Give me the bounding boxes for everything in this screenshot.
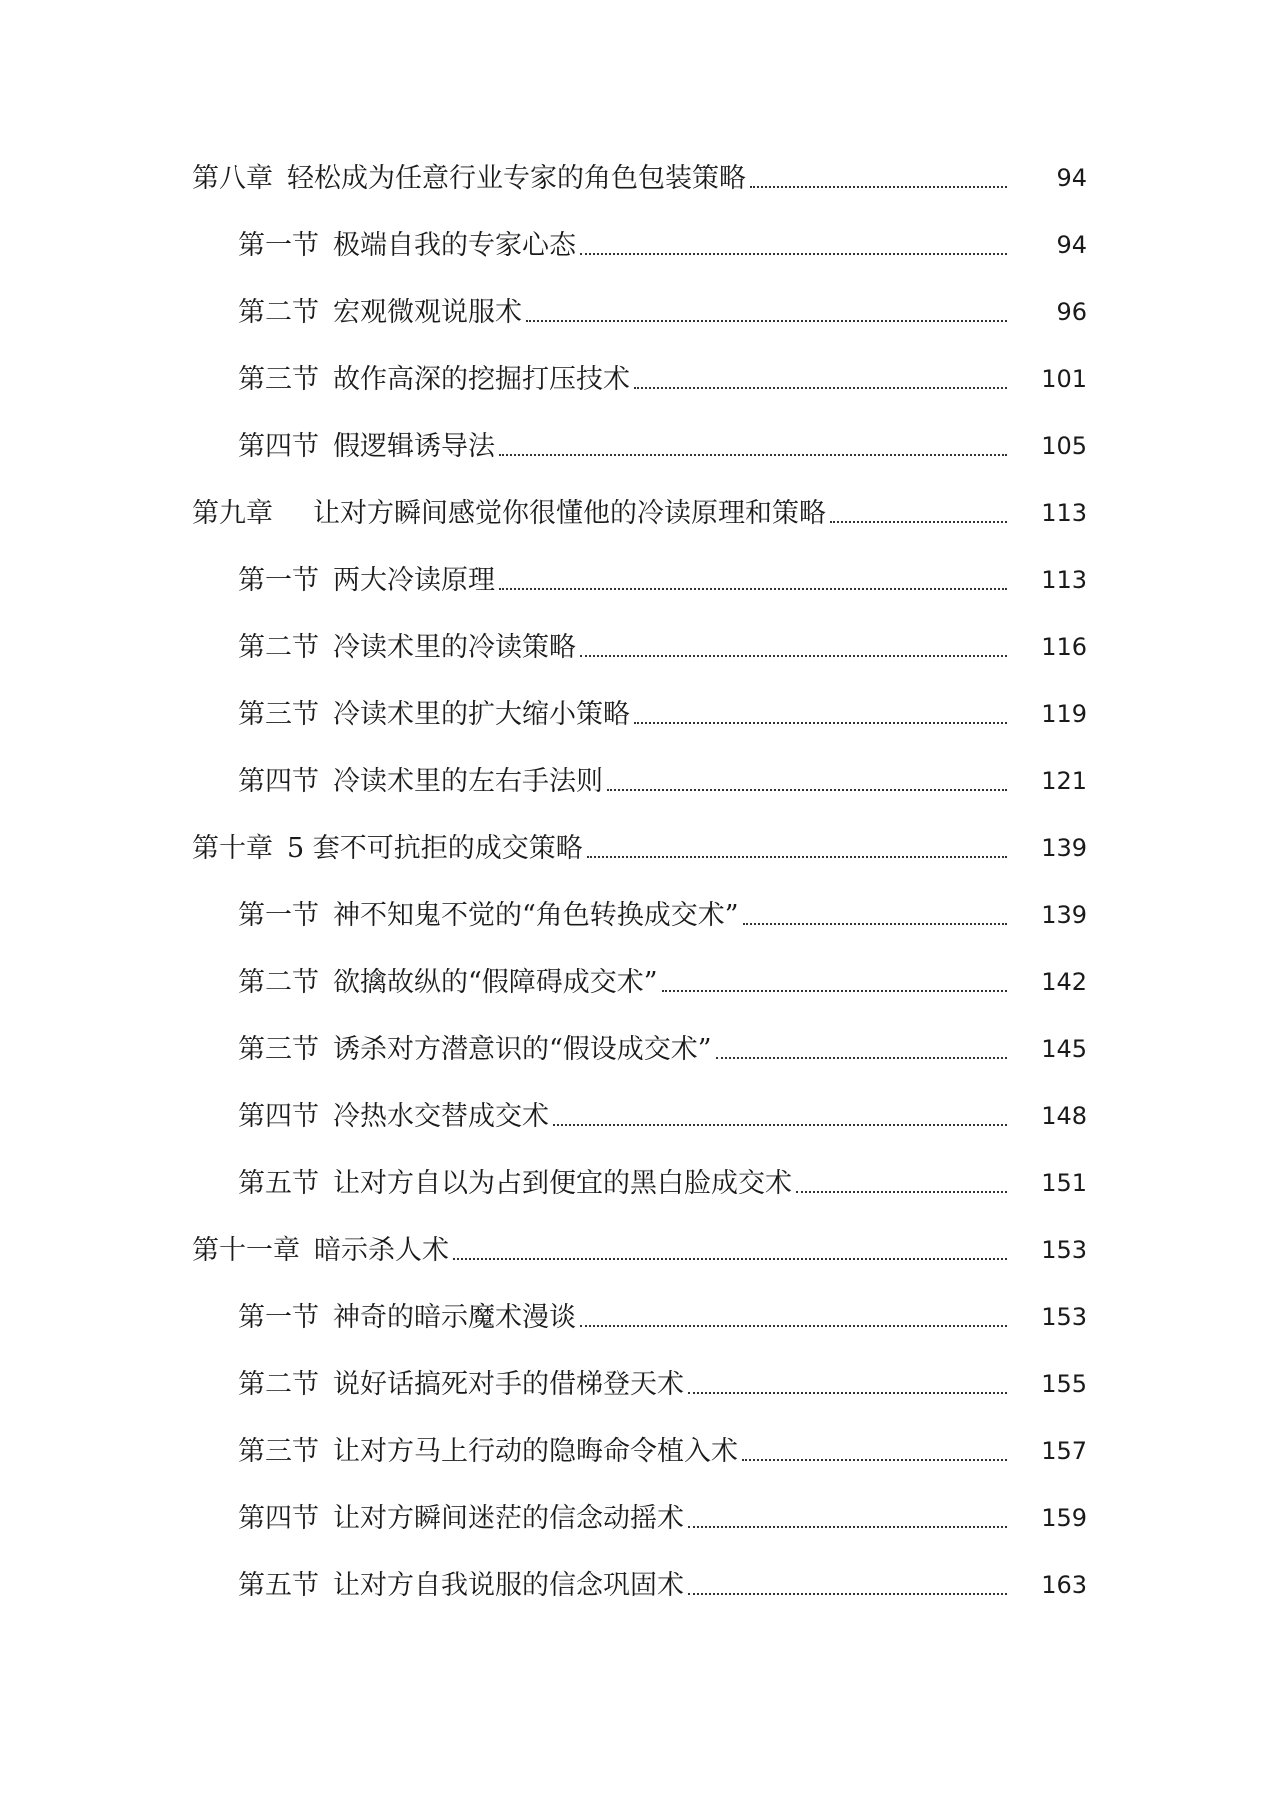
toc-entry-label (238, 1083, 549, 1150)
toc-section-row[interactable] (0, 1016, 1275, 1083)
toc-entry-label (238, 1284, 576, 1351)
toc-entry-label (238, 1485, 684, 1552)
chapter-number: 第十一章 (192, 1235, 300, 1266)
page-number: 94 (1056, 231, 1087, 259)
toc-entry-label (192, 815, 583, 882)
dot-leader (553, 1124, 1007, 1126)
toc-section-row[interactable] (0, 1485, 1275, 1552)
section-title: 冷热水交替成交术 (333, 1101, 549, 1132)
section-number: 第四节 (238, 766, 319, 797)
dot-leader (580, 1325, 1007, 1327)
section-title: 冷读术里的冷读策略 (333, 632, 576, 663)
page-number: 116 (1041, 633, 1087, 661)
dot-leader (526, 320, 1007, 322)
dot-leader (580, 253, 1007, 255)
toc-section-row[interactable] (0, 681, 1275, 748)
page-number: 139 (1041, 834, 1087, 862)
page-number: 121 (1041, 767, 1087, 795)
toc-entry-label (192, 145, 746, 212)
dot-leader (587, 856, 1007, 858)
toc-section-row[interactable] (0, 1351, 1275, 1418)
section-number: 第三节 (238, 1436, 319, 1467)
toc-entry-label (238, 748, 603, 815)
dot-leader (453, 1258, 1007, 1260)
section-number: 第二节 (238, 297, 319, 328)
section-number: 第五节 (238, 1570, 319, 1601)
dot-leader (688, 1526, 1007, 1528)
section-number: 第二节 (238, 1369, 319, 1400)
toc-entry-label (238, 1150, 792, 1217)
page-number: 101 (1041, 365, 1087, 393)
page-number: 113 (1041, 499, 1087, 527)
toc-section-row[interactable] (0, 1552, 1275, 1619)
page-number: 119 (1041, 700, 1087, 728)
page-number: 142 (1041, 968, 1087, 996)
section-title: 两大冷读原理 (333, 565, 495, 596)
section-title: 神不知鬼不觉的“角色转换成交术” (333, 900, 739, 931)
toc-section-row[interactable] (0, 614, 1275, 681)
toc-entry-label (238, 882, 739, 949)
section-title: 诱杀对方潜意识的“假设成交术” (333, 1034, 712, 1065)
page-number: 105 (1041, 432, 1087, 460)
toc-entry-label (238, 681, 630, 748)
table-of-contents (0, 145, 1275, 1619)
section-title: 让对方自我说服的信念巩固术 (333, 1570, 684, 1601)
page-number: 113 (1041, 566, 1087, 594)
toc-section-row[interactable] (0, 413, 1275, 480)
toc-entry-label (238, 346, 630, 413)
dot-leader (742, 1459, 1007, 1461)
section-title: 神奇的暗示魔术漫谈 (333, 1302, 576, 1333)
chapter-title: 暗示杀人术 (314, 1235, 449, 1266)
toc-chapter-row[interactable] (0, 1217, 1275, 1284)
section-number: 第四节 (238, 1101, 319, 1132)
toc-entry-label (238, 1016, 712, 1083)
page-number: 153 (1041, 1236, 1087, 1264)
chapter-title: 轻松成为任意行业专家的角色包装策略 (287, 163, 746, 194)
toc-section-row[interactable] (0, 279, 1275, 346)
section-number: 第四节 (238, 1503, 319, 1534)
section-title: 假逻辑诱导法 (333, 431, 495, 462)
chapter-number: 第十章 (192, 833, 273, 864)
toc-entry-label (238, 279, 522, 346)
section-title: 极端自我的专家心态 (333, 230, 576, 261)
dot-leader (662, 990, 1007, 992)
toc-section-row[interactable] (0, 882, 1275, 949)
dot-leader (750, 186, 1007, 188)
page-number: 94 (1056, 164, 1087, 192)
chapter-title: 让对方瞬间感觉你很懂他的冷读原理和策略 (313, 498, 826, 529)
page-number: 163 (1041, 1571, 1087, 1599)
page-number: 153 (1041, 1303, 1087, 1331)
section-title: 故作高深的挖掘打压技术 (333, 364, 630, 395)
section-number: 第一节 (238, 1302, 319, 1333)
toc-entry-label (238, 614, 576, 681)
page-number: 155 (1041, 1370, 1087, 1398)
dot-leader (580, 655, 1007, 657)
section-title: 让对方自以为占到便宜的黑白脸成交术 (333, 1168, 792, 1199)
toc-section-row[interactable] (0, 212, 1275, 279)
toc-section-row[interactable] (0, 949, 1275, 1016)
section-number: 第五节 (238, 1168, 319, 1199)
section-title: 说好话搞死对手的借梯登天术 (333, 1369, 684, 1400)
section-number: 第二节 (238, 967, 319, 998)
dot-leader (796, 1191, 1007, 1193)
toc-entry-label (238, 1418, 738, 1485)
dot-leader (688, 1392, 1007, 1394)
toc-entry-label (192, 480, 826, 547)
chapter-title: 5 套不可抗拒的成交策略 (287, 833, 583, 864)
page-number: 148 (1041, 1102, 1087, 1130)
toc-section-row[interactable] (0, 1284, 1275, 1351)
section-number: 第三节 (238, 699, 319, 730)
toc-entry-label (238, 212, 576, 279)
toc-entry-label (192, 1217, 449, 1284)
section-title: 宏观微观说服术 (333, 297, 522, 328)
toc-section-row[interactable] (0, 346, 1275, 413)
toc-entry-label (238, 413, 495, 480)
chapter-number: 第八章 (192, 163, 273, 194)
toc-entry-label (238, 547, 495, 614)
dot-leader (688, 1593, 1007, 1595)
page-number: 159 (1041, 1504, 1087, 1532)
dot-leader (634, 387, 1007, 389)
chapter-number: 第九章 (192, 498, 273, 529)
dot-leader (607, 789, 1007, 791)
dot-leader (743, 923, 1007, 925)
dot-leader (716, 1057, 1007, 1059)
toc-section-row[interactable] (0, 1150, 1275, 1217)
section-number: 第三节 (238, 364, 319, 395)
section-number: 第四节 (238, 431, 319, 462)
page-number: 96 (1056, 298, 1087, 326)
section-title: 让对方瞬间迷茫的信念动摇术 (333, 1503, 684, 1534)
section-number: 第一节 (238, 230, 319, 261)
toc-chapter-row[interactable] (0, 145, 1275, 212)
dot-leader (499, 588, 1007, 590)
dot-leader (499, 454, 1007, 456)
dot-leader (634, 722, 1007, 724)
section-number: 第一节 (238, 900, 319, 931)
section-number: 第二节 (238, 632, 319, 663)
toc-section-row[interactable] (0, 748, 1275, 815)
page-number: 139 (1041, 901, 1087, 929)
toc-chapter-row[interactable] (0, 480, 1275, 547)
toc-section-row[interactable] (0, 547, 1275, 614)
toc-section-row[interactable] (0, 1083, 1275, 1150)
section-title: 冷读术里的左右手法则 (333, 766, 603, 797)
page-number: 157 (1041, 1437, 1087, 1465)
section-number: 第一节 (238, 565, 319, 596)
section-title: 欲擒故纵的“假障碍成交术” (333, 967, 658, 998)
toc-entry-label (238, 1552, 684, 1619)
section-number: 第三节 (238, 1034, 319, 1065)
section-title: 冷读术里的扩大缩小策略 (333, 699, 630, 730)
toc-entry-label (238, 949, 658, 1016)
dot-leader (830, 521, 1007, 523)
toc-section-row[interactable] (0, 1418, 1275, 1485)
section-title: 让对方马上行动的隐晦命令植入术 (333, 1436, 738, 1467)
toc-chapter-row[interactable] (0, 815, 1275, 882)
page-number: 145 (1041, 1035, 1087, 1063)
toc-entry-label (238, 1351, 684, 1418)
page-number: 151 (1041, 1169, 1087, 1197)
